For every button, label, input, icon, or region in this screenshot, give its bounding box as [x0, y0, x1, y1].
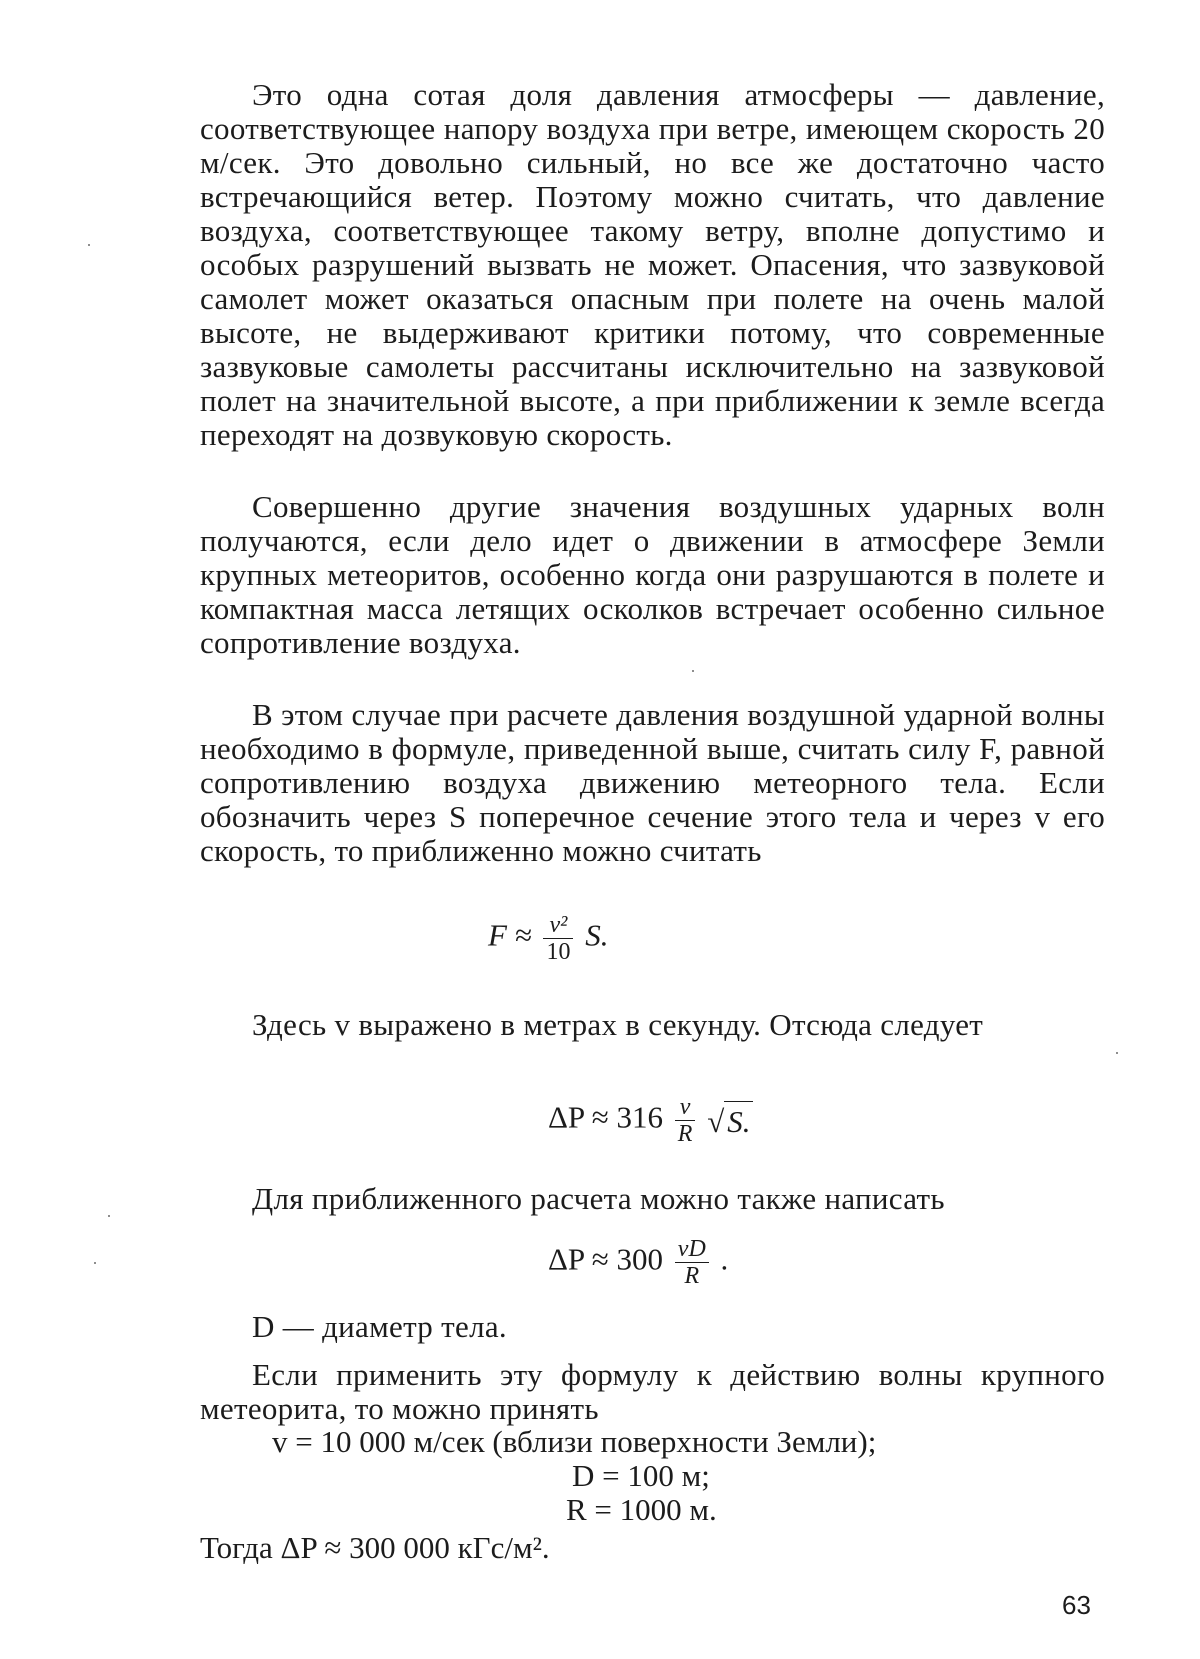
paragraph-3-text: В этом случае при расчете давления воздушной ударной волны необходимо в формуле, приведенной выше, считать силу F, равной сопротивлению воздуха движению метеорного тела. Если обозначить через S поперечное сечение этого тела и через v его скорость, то приближенно можно считать — [200, 697, 1105, 868]
value-distance-line: R = 1000 м. — [566, 1492, 717, 1527]
paragraph-4 — [200, 1008, 1105, 1042]
paragraph-6-text: D — диаметр тела. — [252, 1309, 507, 1344]
formula-force-lhs: F ≈ — [488, 917, 532, 953]
scan-speck — [692, 670, 694, 672]
formula-pressure-diameter-denominator: R — [684, 1263, 700, 1289]
radical-sign: √ — [707, 1104, 725, 1139]
formula-pressure-sqrt-radicand: S. — [724, 1101, 753, 1140]
formula-pressure-sqrt-root — [707, 1101, 753, 1140]
formula-pressure-sqrt — [548, 1094, 753, 1147]
formula-pressure-diameter-lhs: ΔP ≈ 300 — [548, 1241, 664, 1277]
formula-pressure-diameter — [548, 1236, 728, 1289]
formula-pressure-sqrt-numerator: v — [675, 1094, 696, 1121]
formula-pressure-diameter-numerator: vD — [675, 1236, 709, 1263]
paragraph-2 — [200, 490, 1105, 660]
paragraph-1-text: Это одна сотая доля давления атмосферы — давление, соответствующее напору воздуха при ветре, имеющем скорость 20 м/сек. Это довольно сильный, но все же достаточно часто встречающийся ветер. Поэтому можно считать, что давление воздуха, соответствующее такому ветру, вполне допустимо и особых разрушений вызвать не может. Опасения, что зазвуковой самолет может оказаться опасным при полете на очень малой высоте, не выдерживают критики потому, что современные зазвуковые самолеты рассчитаны исключительно на зазвуковой полет на значительной высоте, а при приближении к земле всегда переходят на дозвуковую скорость. — [200, 77, 1105, 452]
paragraph-7 — [200, 1358, 1105, 1426]
scan-speck — [94, 1262, 96, 1264]
formula-pressure-diameter-rhs: . — [720, 1241, 729, 1277]
formula-force-rhs: S. — [585, 917, 609, 953]
formula-pressure-diameter-fraction — [675, 1236, 709, 1289]
paragraph-6 — [200, 1310, 1105, 1344]
result-line: Тогда ΔP ≈ 300 000 кГс/м². — [200, 1530, 550, 1565]
paragraph-2-text: Совершенно другие значения воздушных ударных волн получаются, если дело идет о движении в атмосфере Земли крупных метеоритов, особенно когда они разрушаются в полете и компактная масса летящих осколков встречает особенно сильное сопротивление воздуха. — [200, 489, 1105, 660]
value-diameter-line: D = 100 м; — [572, 1458, 710, 1493]
paragraph-4-text: Здесь v выражено в метрах в секунду. Отсюда следует — [252, 1007, 984, 1042]
formula-pressure-sqrt-denominator: R — [677, 1121, 693, 1147]
formula-force-numerator: v² — [543, 912, 573, 939]
paragraph-5-text: Для приближенного расчета можно также написать — [252, 1181, 945, 1216]
formula-pressure-sqrt-lhs: ΔP ≈ 316 — [548, 1099, 664, 1135]
formula-pressure-sqrt-fraction — [675, 1094, 696, 1147]
scan-speck — [1116, 1052, 1118, 1054]
paragraph-5 — [200, 1182, 1105, 1216]
paragraph-7-text: Если применить эту формулу к действию волны крупного метеорита, то можно принять — [200, 1357, 1105, 1426]
formula-force-fraction — [543, 912, 573, 965]
value-velocity-line: v = 10 000 м/сек (вблизи поверхности Земли); — [272, 1424, 877, 1459]
paragraph-1 — [200, 78, 1105, 452]
formula-force-denominator: 10 — [546, 939, 571, 965]
paragraph-3 — [200, 698, 1105, 868]
scan-speck — [88, 244, 90, 246]
formula-force — [488, 912, 608, 965]
page-number: 63 — [1062, 1590, 1091, 1620]
scan-speck — [108, 1215, 110, 1217]
